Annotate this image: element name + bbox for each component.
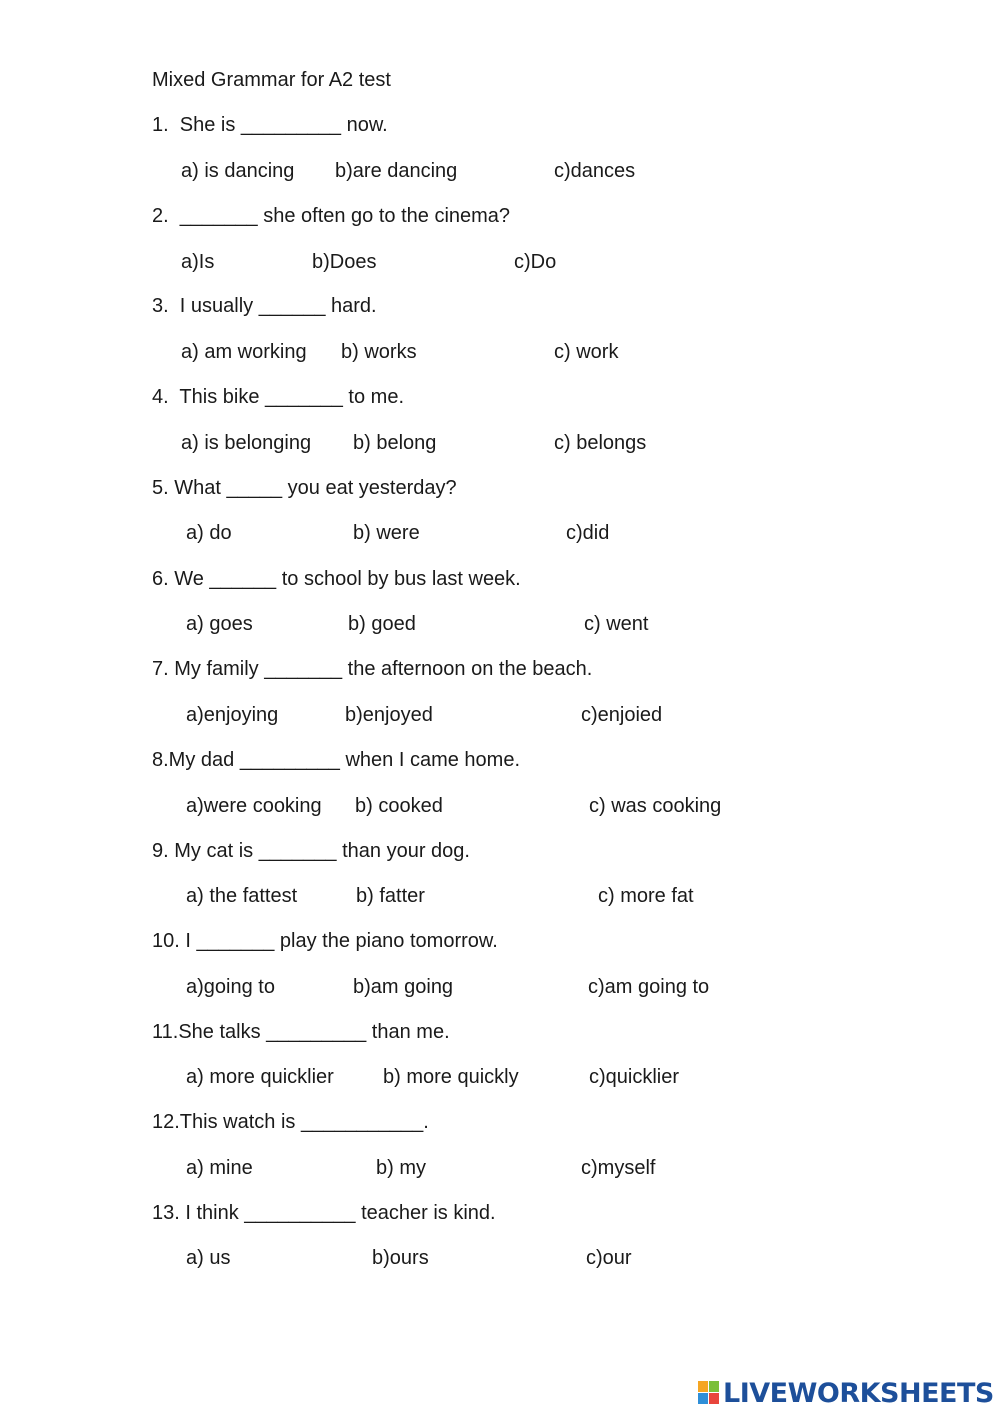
option-4c: c) belongs xyxy=(554,432,647,454)
option-10c: c)am going to xyxy=(588,976,710,998)
option-12b: b) my xyxy=(376,1157,426,1179)
question-9: 9. My cat is _______ than your dog. xyxy=(152,840,470,862)
option-2b: b)Does xyxy=(312,251,377,273)
option-2c: c)Do xyxy=(514,251,557,273)
option-12c: c)myself xyxy=(581,1157,656,1179)
question-4: 4. This bike _______ to me. xyxy=(152,386,405,408)
question-5: 5. What _____ you eat yesterday? xyxy=(152,477,457,499)
option-7b: b)enjoyed xyxy=(345,704,433,726)
option-5a: a) do xyxy=(186,522,232,544)
option-3c: c) work xyxy=(554,341,619,363)
option-7a: a)enjoying xyxy=(186,704,279,726)
question-12: 12.This watch is ___________. xyxy=(152,1111,429,1133)
question-13: 13. I think __________ teacher is kind. xyxy=(152,1202,496,1224)
option-2a: a)Is xyxy=(181,251,215,273)
logo-mark-icon xyxy=(698,1381,720,1405)
option-6c: c) went xyxy=(584,613,649,635)
option-8a: a)were cooking xyxy=(186,795,322,817)
option-11c: c)quicklier xyxy=(589,1066,680,1088)
option-10a: a)going to xyxy=(186,976,275,998)
option-7c: c)enjoied xyxy=(581,704,663,726)
question-7: 7. My family _______ the afternoon on the beach. xyxy=(152,658,593,680)
option-8c: c) was cooking xyxy=(589,795,722,817)
option-5b: b) were xyxy=(353,522,420,544)
liveworksheets-logo[interactable] xyxy=(698,1378,994,1408)
option-9b: b) fatter xyxy=(356,885,425,907)
option-13b: b)ours xyxy=(372,1247,429,1269)
option-3a: a) am working xyxy=(181,341,307,363)
option-11a: a) more quicklier xyxy=(186,1066,334,1088)
logo-text: LIVEWORKSHEETS xyxy=(723,1377,994,1409)
worksheet-title: Mixed Grammar for A2 test xyxy=(152,69,391,91)
option-11b: b) more quickly xyxy=(383,1066,519,1088)
option-1c: c)dances xyxy=(554,160,636,182)
option-1b: b)are dancing xyxy=(335,160,458,182)
question-8: 8.My dad _________ when I came home. xyxy=(152,749,521,771)
option-6a: a) goes xyxy=(186,613,253,635)
option-5c: c)did xyxy=(566,522,610,544)
option-13c: c)our xyxy=(586,1247,632,1269)
question-2: 2. _______ she often go to the cinema? xyxy=(152,205,511,227)
question-1: 1. She is _________ now. xyxy=(152,114,388,136)
option-12a: a) mine xyxy=(186,1157,253,1179)
option-1a: a) is dancing xyxy=(181,160,295,182)
option-6b: b) goed xyxy=(348,613,416,635)
question-10: 10. I _______ play the piano tomorrow. xyxy=(152,930,498,952)
option-10b: b)am going xyxy=(353,976,454,998)
option-13a: a) us xyxy=(186,1247,231,1269)
option-9c: c) more fat xyxy=(598,885,694,907)
question-3: 3. I usually ______ hard. xyxy=(152,295,377,317)
option-8b: b) cooked xyxy=(355,795,443,817)
question-11: 11.She talks _________ than me. xyxy=(152,1021,450,1043)
option-4b: b) belong xyxy=(353,432,437,454)
option-4a: a) is belonging xyxy=(181,432,312,454)
question-6: 6. We ______ to school by bus last week. xyxy=(152,568,521,590)
option-9a: a) the fattest xyxy=(186,885,298,907)
option-3b: b) works xyxy=(341,341,417,363)
